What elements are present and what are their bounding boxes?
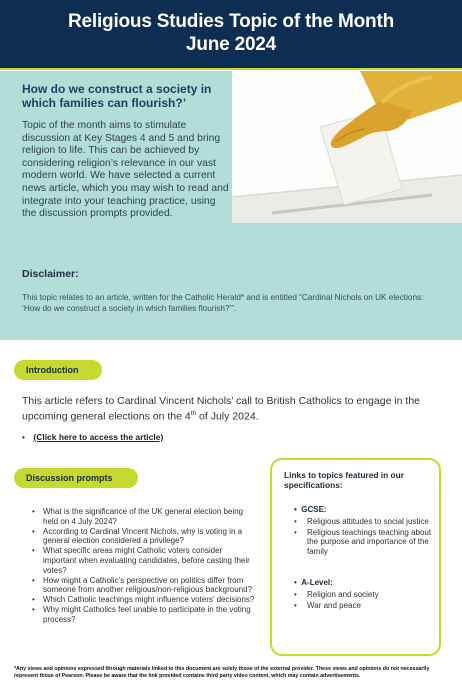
prompt-item: • Which Catholic teachings might influence voters’ decisions? <box>32 595 257 605</box>
prompt-item: • According to Cardinal Vincent Nichols, why is voting in a general election considered a privilege? <box>32 527 257 546</box>
gcse-heading <box>294 505 327 514</box>
lead-body: Topic of the month aims to stimulate discussion at Key Stages 4 and 5 and bring religion to life. This can be achieved by considering religion’s relevance in our vast modern world. We have selected a current news article, which you may wish to read and integrate into your teaching practice, using the discussion prompts provided. <box>22 120 229 220</box>
ballot-box-photo <box>232 71 462 223</box>
alevel-label: A-Level: <box>301 578 333 587</box>
gcse-item: • Religious attitudes to social justice <box>294 517 434 527</box>
article-link[interactable]: (Click here to access the article) <box>33 432 164 442</box>
intro-text-after: of July 2024. <box>196 410 259 422</box>
intro-superscript: th <box>190 409 197 417</box>
lead-question: How do we construct a society in which families can flourish?’ <box>22 82 212 110</box>
gcse-bullet: • <box>294 505 302 514</box>
gcse-item: • Religious teachings teaching about the purpose and importance of the family <box>294 528 434 557</box>
alevel-bullet: • <box>294 578 302 587</box>
page-header <box>0 0 462 70</box>
footnote: *Any views and opinions expressed through materials linked to this document are solely those of the external provider. These views and opinions do not necessarily represent those of Pearson. Please be aware that the link provided contains third party video content, which may contain advertisements. <box>14 666 430 679</box>
intro-text-before: This article refers to Cardinal Vincent Nichols’ call to British Catholics to engage in the upcoming general elections on the 4 <box>22 395 421 422</box>
discussion-prompts-label: Discussion prompts <box>14 468 138 488</box>
link-bullet: • <box>22 432 25 442</box>
prompt-item: • Why might Catholics feel unable to participate in the voting process? <box>32 605 257 624</box>
article-link-row <box>22 432 163 442</box>
specification-links-box <box>270 458 441 656</box>
disclaimer-body: This topic relates to an article, written for the Catholic Herald* and is entitled “Cardinal Nichols on UK elections: ‘How do we construct a society in which families flourish?’”. <box>22 293 424 313</box>
page-title-line1: Religious Studies Topic of the Month <box>68 11 394 32</box>
prompt-item: • What is the significance of the UK general election being held on 4 July 2024? <box>32 507 257 526</box>
ballot-hand-image <box>232 71 462 223</box>
alevel-heading <box>294 578 333 587</box>
discussion-prompts-list <box>32 507 257 625</box>
prompt-item: • What specific areas might Catholic voters consider important when evaluating candidates, before casting their votes? <box>32 546 257 575</box>
disclaimer-heading: Disclaimer: <box>22 268 79 280</box>
introduction-text <box>22 395 442 423</box>
prompt-item: • How might a Catholic’s perspective on politics differ from someone from another religious/non-religious background? <box>32 576 257 595</box>
spec-box-title: Links to topics featured in our specifications: <box>284 470 405 490</box>
alevel-item: • Religion and society <box>294 590 434 600</box>
gcse-list <box>294 517 434 557</box>
introduction-label: Introduction <box>14 360 102 380</box>
alevel-list <box>294 590 434 611</box>
page-title-line2: June 2024 <box>185 34 277 55</box>
alevel-item: • War and peace <box>294 601 434 611</box>
gcse-label: GCSE: <box>301 505 327 514</box>
